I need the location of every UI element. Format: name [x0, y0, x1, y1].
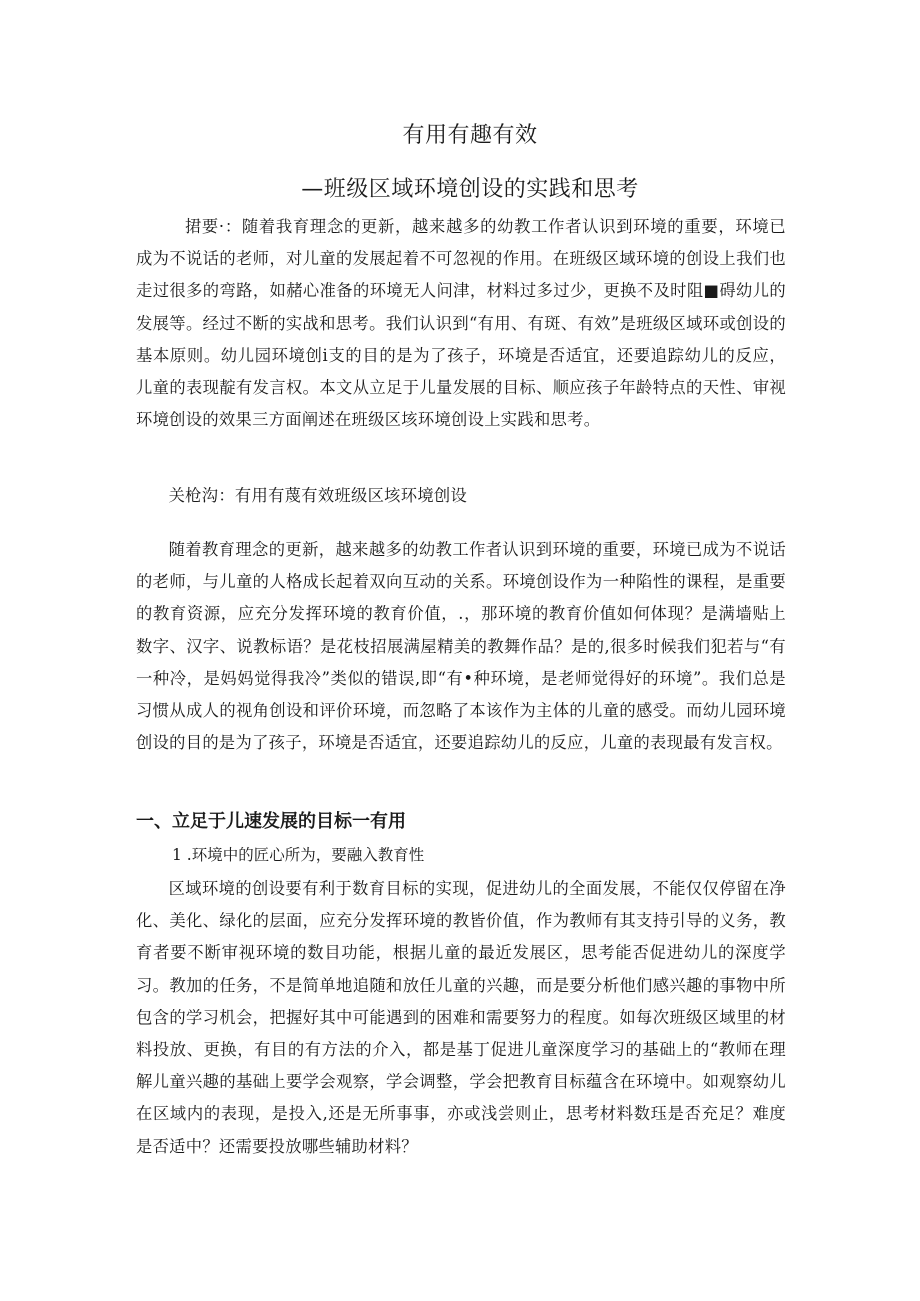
abstract-label: 捃要·： [184, 217, 242, 236]
document-subtitle: —班级区域环境创设的实践和思考 [301, 177, 639, 202]
document-title: 有用有趣有效 [402, 123, 538, 148]
section-subheading: 1 .环境中的匠心所为，要融入教育性 [172, 846, 425, 864]
section-heading: 一、立足于儿速发展的目标一有用 [136, 811, 406, 832]
keywords-text: 有用有蔑有效班级区垓环境创设 [234, 486, 468, 505]
section-paragraph: 区域环境的创设要有利于数育目标的实现，促进幼儿的全面发展，不能仅仅停留在净化、美化、绿化的层面，应充分发挥环境的教皆价值，作为教师有其支持引导的义务，教育者要不断审视环境的数目功能，根据儿童的最近发展区，思考能否促进幼儿的深度学习。教加的任务，不是简单地追随和放任儿童的兴趣，而是要分析他们感兴趣的事物中所包含的学习机会，把握好其中可能遇到的困难和需要努力的程度。如每次班级区域里的材料投放、更换，有目的有方法的介入，都是基丁促进儿童深度学习的基础上的“教师在理解儿童兴趣的基础上要学会观察，学会调整，学会把教育目标蕴含在环境中。如观察幼儿在区域内的表现，是投入,还是无所事事，亦或浅尝则止，思考材料数珏是否充足？难度是否适中？还需要投放哪些辅助材料？ [136, 879, 786, 1156]
abstract-paragraph [136, 211, 786, 436]
abstract-text: 随着我育理念的更新，越来越多的幼教工作者认识到环境的重要，环境已成为不说话的老师，对儿童的发展起着不可忽视的作用。在班级区域环境的创设上我们也走过很多的弯路，如赭心准备的环境无人问津，材料过多过少，更换不及时阻■碍幼儿的发展等。经过不断的实战和思考。我们认识到“有用、有斑、有效”是班级区域环或创设的基本原则。幼儿园环境创i支的目的是为了孩子，环境是否适宜，还要追踪幼儿的反应，儿童的表现靛有发言权。本文从立足于儿量发展的目标、顺应孩子年龄特点的天性、审视环境创设的效果三方面阐述在班级区垓环境创设上实践和思考。 [136, 217, 786, 430]
intro-paragraph: 随着教育理念的更新，越来越多的幼教工作者认识到环境的重要，环境已成为不说话的老师，与儿童的人格成长起着双向互动的关系。环境创设作为一种陷性的课程，是重要的教育资源，应充分发挥环境的教育价值，.，那环境的教育价值如何体现？是满墙贴上数字、汉字、说教标语？是花枝招展满屋精美的教舞作品？是的,很多时候我们犯若与“有一种冷，是妈妈觉得我冷”类似的错误,即“有•种环境，是老师觉得好的环境”。我们总是习惯从成人的视角创设和评价环境，而忽略了本该作为主体的儿童的感受。而幼儿园环境创设的目的是为了孩子，环境是否适宜，还要追踪幼儿的反应，儿童的表现最有发言权。 [136, 540, 786, 753]
keywords-paragraph [136, 480, 786, 512]
keywords-label: 关枪沟： [168, 486, 235, 505]
